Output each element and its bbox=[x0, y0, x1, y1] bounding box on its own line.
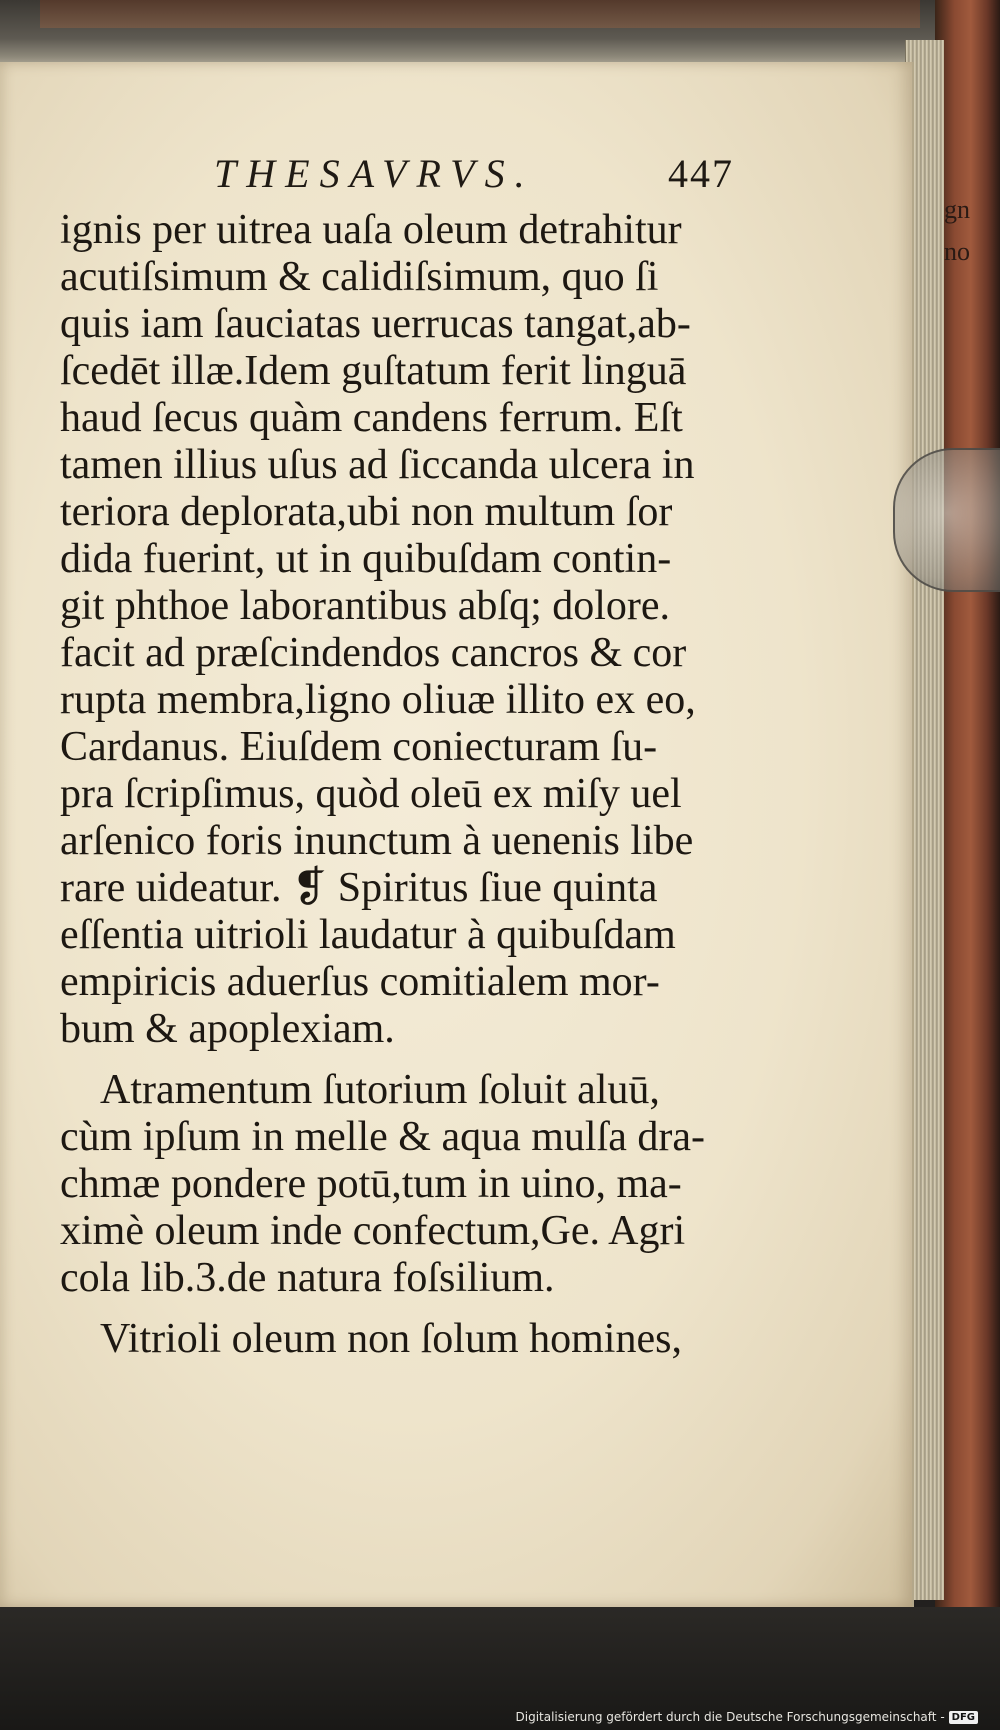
text-line: git phthoe laborantibus abſq; dolore. bbox=[60, 583, 671, 629]
text-line: facit ad præſcindendos cancros & cor bbox=[60, 630, 687, 676]
text-line: ſcedēt illæ.Idem guſtatum ferit linguā bbox=[60, 348, 687, 394]
text-line: tamen illius uſus ad ſiccanda ulcera in bbox=[60, 442, 695, 488]
text-line: ignis per uitrea uaſa oleum detrahitur bbox=[60, 207, 682, 253]
running-head-title: THESAVRVS. bbox=[214, 151, 535, 196]
text-line: teriora deplorata,ubi non multum ſor bbox=[60, 489, 673, 535]
body-text bbox=[60, 207, 760, 1363]
text-line: Cardanus. Eiuſdem coniecturam ſu- bbox=[60, 724, 658, 770]
text-line: cola lib.3.de natura foſsilium. bbox=[60, 1255, 555, 1301]
credit-text: Digitalisierung gefördert durch die Deutsche Forschungsgemeinschaft - bbox=[515, 1710, 945, 1724]
glass-page-weight bbox=[893, 448, 1000, 592]
digitization-credit bbox=[516, 1710, 979, 1724]
text-line: cùm ipſum in melle & aqua mulſa dra- bbox=[60, 1114, 705, 1160]
margin-note: no bbox=[944, 237, 970, 266]
text-line: quis iam ſauciatas uerrucas tangat,ab- bbox=[60, 301, 691, 347]
dfg-logo: DFG bbox=[949, 1711, 978, 1724]
running-head bbox=[0, 150, 912, 210]
text-line: ximè oleum inde confectum,Ge. Agri bbox=[60, 1208, 686, 1254]
text-line: rare uideatur. ❡ Spiritus ſiue quinta bbox=[60, 865, 658, 911]
text-line: acutiſsimum & calidiſsimum, quo ſi bbox=[60, 254, 659, 300]
text-line: rupta membra,ligno oliuæ illito ex eo, bbox=[60, 677, 696, 723]
text-line: Vitrioli oleum non ſolum homines, bbox=[100, 1316, 682, 1362]
text-line: bum & apoplexiam. bbox=[60, 1006, 395, 1052]
margin-note: gn bbox=[944, 195, 970, 224]
text-line: eſſentia uitrioli laudatur à quibuſdam bbox=[60, 912, 676, 958]
text-line: arſenico foris inunctum à uenenis libe bbox=[60, 818, 694, 864]
text-line: chmæ pondere potū,tum in uino, ma- bbox=[60, 1161, 682, 1207]
text-line: pra ſcripſimus, quòd oleū ex miſy uel bbox=[60, 771, 682, 817]
text-line: haud ſecus quàm candens ferrum. Eſt bbox=[60, 395, 683, 441]
book-cover-top bbox=[40, 0, 920, 28]
page-number: 447 bbox=[668, 151, 734, 196]
text-line: Atramentum ſutorium ſoluit aluū, bbox=[100, 1067, 660, 1113]
text-line: dida fuerint, ut in quibuſdam contin- bbox=[60, 536, 672, 582]
text-line: empiricis aduerſus comitialem mor- bbox=[60, 959, 660, 1005]
